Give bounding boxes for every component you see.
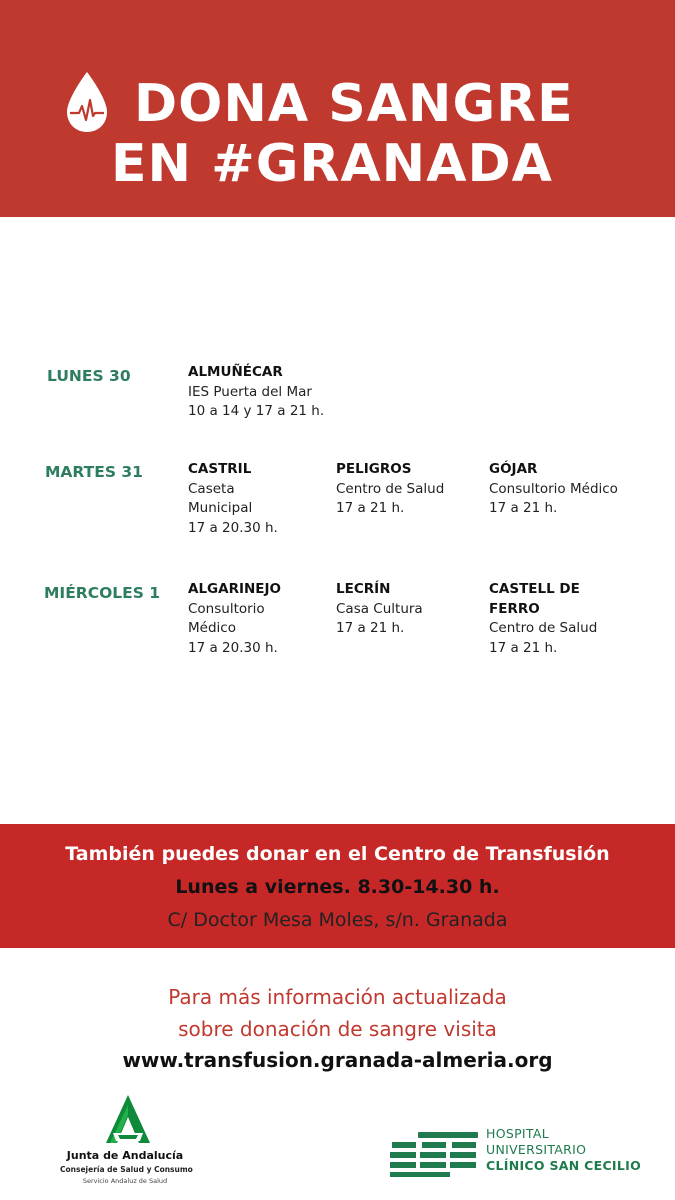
junta-andalucia-logo bbox=[60, 1095, 193, 1190]
hospital-emblem-icon bbox=[388, 1130, 480, 1178]
location-name: PELIGROS bbox=[336, 461, 412, 477]
location-line: 17 a 20.30 h. bbox=[188, 519, 278, 536]
page-title-line-1: DONA SANGRE bbox=[134, 74, 574, 134]
hospital-line-2: UNIVERSITARIO bbox=[486, 1142, 587, 1157]
location-line: 17 a 21 h. bbox=[336, 620, 405, 636]
junta-name: Junta de Andalucía bbox=[66, 1149, 184, 1162]
hospital-line-3: CLÍNICO SAN CECILIO bbox=[486, 1158, 642, 1173]
location-gojar bbox=[489, 460, 618, 519]
location-algarinejo bbox=[188, 580, 281, 658]
info-line-1: Para más información actualizada bbox=[168, 985, 507, 1009]
header-banner bbox=[0, 0, 675, 217]
location-name: CASTELL DE FERRO bbox=[489, 581, 580, 617]
page-title-line-2: EN #GRANADA bbox=[111, 134, 553, 194]
location-line: Consultorio Médico bbox=[489, 480, 618, 497]
location-line: Municipal bbox=[188, 500, 253, 516]
day-label-martes: MARTES 31 bbox=[45, 463, 143, 481]
location-name: ALGARINEJO bbox=[188, 581, 282, 597]
location-peligros bbox=[336, 460, 444, 519]
junta-andalucia-emblem-icon bbox=[100, 1095, 156, 1147]
transfusion-hours: Lunes a viernes. 8.30-14.30 h. bbox=[175, 876, 500, 898]
location-line: 17 a 21 h. bbox=[336, 500, 405, 516]
location-line: 17 a 21 h. bbox=[489, 639, 558, 656]
transfusion-address: C/ Doctor Mesa Moles, s/n. Granada bbox=[167, 909, 508, 931]
location-name: LECRÍN bbox=[336, 581, 391, 597]
transfusion-heading: También puedes donar en el Centro de Transfusión bbox=[65, 843, 610, 865]
location-almunecar bbox=[188, 363, 324, 422]
location-line: Caseta bbox=[188, 480, 235, 497]
location-lecrin bbox=[336, 580, 423, 639]
location-line: Centro de Salud bbox=[489, 620, 598, 636]
location-castril bbox=[188, 460, 278, 538]
location-name: GÓJAR bbox=[489, 461, 538, 477]
location-line: IES Puerta del Mar bbox=[188, 383, 312, 400]
location-name: CASTRIL bbox=[188, 461, 252, 477]
location-line: Centro de Salud bbox=[336, 480, 445, 497]
location-line: 10 a 14 y 17 a 21 h. bbox=[188, 403, 325, 419]
blood-drop-heartbeat-icon bbox=[64, 70, 110, 134]
location-line: 17 a 21 h. bbox=[489, 500, 558, 516]
day-label-miercoles: MIÉRCOLES 1 bbox=[44, 584, 161, 602]
info-line-2: sobre donación de sangre visita bbox=[178, 1017, 497, 1041]
location-line: 17 a 20.30 h. bbox=[188, 639, 278, 656]
day-label-lunes: LUNES 30 bbox=[47, 367, 131, 385]
junta-subtitle: Consejería de Salud y Consumo bbox=[60, 1165, 193, 1174]
website-link[interactable]: www.transfusion.granada-almeria.org bbox=[122, 1048, 553, 1072]
location-line: Casa Cultura bbox=[336, 600, 423, 617]
hospital-san-cecilio-logo bbox=[388, 1124, 658, 1180]
location-line: Médico bbox=[188, 620, 236, 636]
location-castell-de-ferro bbox=[489, 580, 597, 658]
hospital-line-1: HOSPITAL bbox=[486, 1126, 549, 1141]
location-name: ALMUÑÉCAR bbox=[188, 364, 283, 380]
location-line: Consultorio bbox=[188, 600, 265, 617]
junta-subtitle-2: Servicio Andaluz de Salud bbox=[82, 1177, 168, 1185]
transfusion-center-banner bbox=[0, 824, 675, 948]
